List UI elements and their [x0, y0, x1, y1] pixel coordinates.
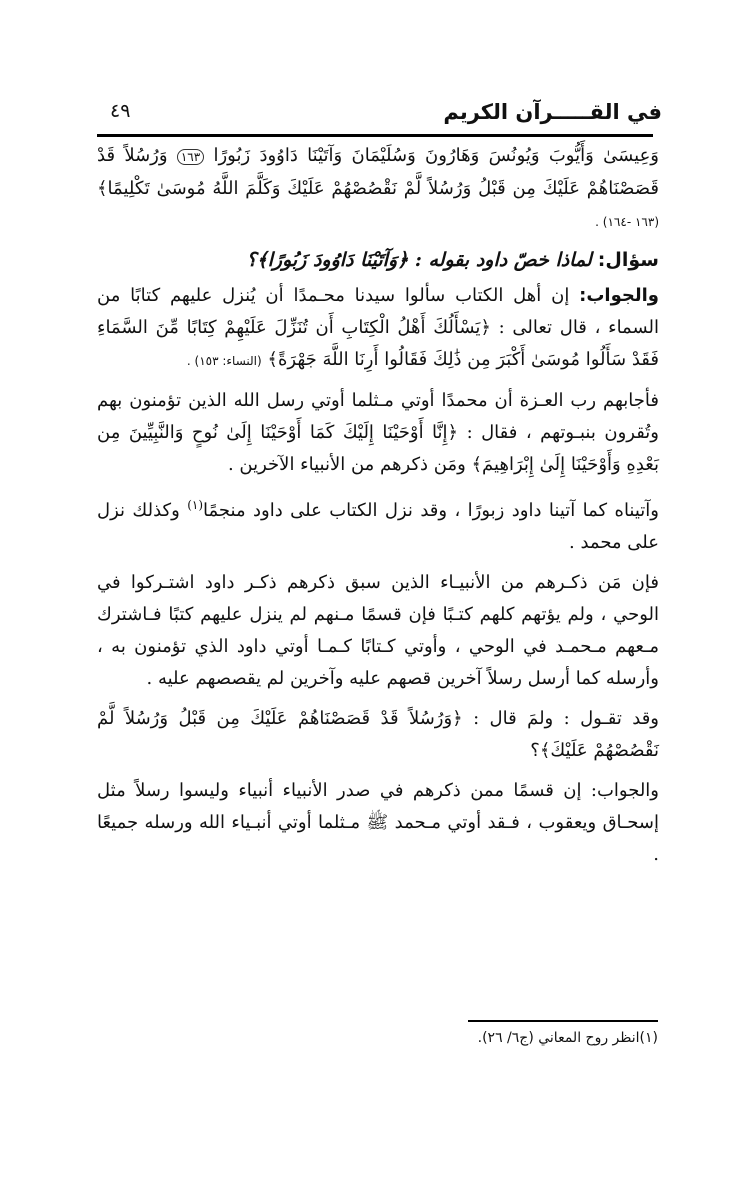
footnote: (١)انظر روح المعاني (ج٦/ ٢٦).	[477, 1030, 658, 1046]
verse-reference: (١٦٣ -١٦٤) .	[595, 215, 659, 229]
running-header-title: في القـــــرآن الكريم	[443, 100, 662, 124]
verse-number-marker: ١٦٣	[177, 149, 204, 165]
answer-text: إن أهل الكتاب سألوا سيدنا محـمدًا أن يُنزل عليهم كتابًا من السماء ، قال تعالى : ﴿يَسْأَلُكَ أَهْلُ الْكِتَابِ أَن تُنَزِّلَ عَلَيْهِمْ كِتَابًا مِّنَ السَّمَاءِ فَقَدْ سَأَلُوا مُوسَىٰ أَكْبَرَ مِن ذَٰلِكَ فَقَالُوا أَرِنَا اللَّهَ جَهْرَةً﴾	[97, 285, 659, 370]
verse-line-1: وَعِيسَىٰ وَأَيُّوبَ وَيُونُسَ وَهَارُونَ وَسُلَيْمَانَ وَآتَيْنَا دَاوُودَ زَبُورًا	[213, 145, 660, 166]
answer-reference: (النساء: ١٥٣) .	[186, 354, 262, 368]
answer-label: والجواب:	[579, 285, 659, 306]
paragraph-4: وقد تقـول : ولمَ قال : ﴿وَرُسُلاً قَدْ قَصَصْنَاهُمْ عَلَيْكَ مِن قَبْلُ وَرُسُلاً لَّمْ نَقْصُصْهُمْ عَلَيْكَ﴾؟	[97, 708, 659, 761]
paragraph-2-end: وكذلك نزل على محمد .	[97, 500, 659, 553]
footnote-divider	[468, 1020, 658, 1022]
paragraph-2-start: وآتيناه كما آتينا داود زبورًا ، وقد نزل الكتاب على داود منجمًا	[203, 500, 660, 521]
page-number: ٤٩	[110, 100, 131, 122]
verse-line-2: وَرُسُلاً قَدْ قَصَصْنَاهُمْ عَلَيْكَ مِن قَبْلُ وَرُسُلاً لَّمْ نَقْصُصْهُمْ عَلَيْكَ وَكَلَّمَ اللَّهُ مُوسَىٰ تَكْلِيمًا﴾	[97, 145, 659, 199]
footnote-marker: (١)	[187, 498, 204, 512]
question-label: سؤال:	[597, 249, 659, 271]
header-divider	[97, 134, 653, 137]
answer-paragraph	[97, 280, 659, 377]
question-text: لماذا خصّ داود بقوله : ﴿وَآتَيْنَا دَاوُودَ زَبُورًا﴾؟	[246, 249, 592, 271]
paragraph-5: والجواب: إن قسمًا ممن ذكرهم في صدر الأنبياء أنبياء وليسوا رسلاً مثل إسحـاق ويعقوب ، فـقد أوتي مـحمد ﷺ مـثلما أوتي أنبـياء الله ورسله جميعًا .	[97, 780, 659, 865]
paragraph-1: فأجابهم رب العـزة أن محمدًا أوتي مـثلما أوتي رسل الله الذين تؤمنون بهم وتُقرون بنبـوتهم ، فقال : ﴿إِنَّا أَوْحَيْنَا إِلَيْكَ كَمَا أَوْحَيْنَا إِلَىٰ نُوحٍ وَالنَّبِيِّينَ مِن بَعْدِهِ وَأَوْحَيْنَا إِلَىٰ إِبْرَاهِيمَ﴾ ومَن ذكرهم من الأنبياء الآخرين .	[97, 390, 659, 475]
paragraph-3: فإن مَن ذكـرهم من الأنبيـاء الذين سبق ذكرهم ذكـر داود اشتـركوا في الوحي ، ولم يؤتهم كلهم كتـبًا فإن قسمًا مـنهم لم ينزل عليهم كتبًا فـاشترك مـعهم مـحمـد في الوحي ، وأوتي كـتابًا كـمـا أوتي داود الذي تؤمنون به ، وأرسله كما أرسل رسلاً آخرين قصهم عليه وآخرين لم يقصصهم عليه .	[97, 572, 659, 689]
main-text	[97, 140, 659, 871]
paragraph-2	[97, 489, 659, 559]
question-line	[97, 244, 659, 276]
verse-continuation	[97, 140, 659, 238]
